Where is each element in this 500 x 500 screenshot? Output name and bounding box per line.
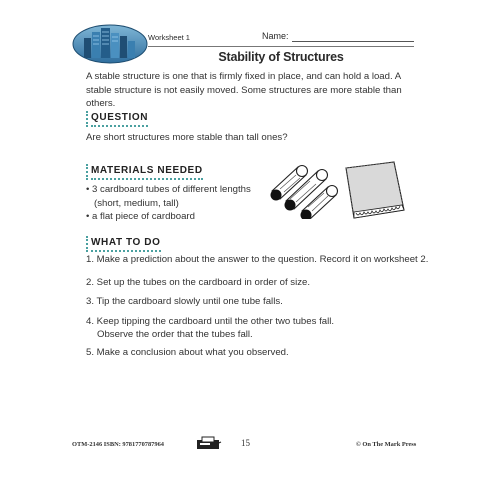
step-item: 1. Make a prediction about the answer to the question. Record it on worksheet 2. bbox=[86, 254, 429, 265]
page-title: Stability of Structures bbox=[218, 50, 344, 64]
step-item: 3. Tip the cardboard slowly until one tube falls. bbox=[86, 296, 283, 307]
step-item: 5. Make a conclusion about what you observed. bbox=[86, 347, 289, 358]
publisher-credit: © On The Mark Press bbox=[356, 441, 417, 448]
list-item: • 3 cardboard tubes of different lengths bbox=[86, 184, 251, 195]
step-item: 2. Set up the tubes on the cardboard in order of size. bbox=[86, 277, 310, 288]
question-text: Are short structures more stable than tall ones? bbox=[86, 132, 288, 143]
intro-paragraph: A stable structure is one that is firmly fixed in place, and can hold a load. A stable structure is not easily moved. Some structures are more stable than others. bbox=[86, 71, 402, 109]
materials-list bbox=[86, 183, 256, 224]
question-heading bbox=[86, 111, 151, 127]
what-to-do-heading bbox=[86, 236, 164, 252]
materials-heading bbox=[86, 164, 206, 180]
heading-dotted-rule bbox=[91, 178, 203, 180]
list-item: • a flat piece of cardboard bbox=[86, 211, 195, 222]
step-line-continuation: Observe the order that the tubes fall. bbox=[97, 328, 253, 340]
list-item-continuation: (short, medium, tall) bbox=[94, 197, 179, 209]
printer-icon bbox=[196, 436, 222, 450]
heading-dotted-rule bbox=[91, 125, 148, 127]
header-divider bbox=[148, 46, 414, 47]
question-heading-text: QUESTION bbox=[91, 112, 149, 123]
product-code: OTM-2146 ISBN: 9781770787964 bbox=[72, 441, 164, 448]
what-to-do-heading-text: WHAT TO DO bbox=[91, 237, 161, 248]
cardboard-tubes-illustration bbox=[262, 161, 344, 219]
city-skyline-logo bbox=[72, 24, 148, 64]
step-line: 4. Keep tipping the cardboard until the other two tubes fall. bbox=[86, 316, 334, 327]
cardboard-sheet-illustration bbox=[340, 160, 408, 220]
step-item bbox=[86, 316, 334, 341]
materials-heading-text: MATERIALS NEEDED bbox=[91, 165, 203, 176]
name-write-line bbox=[292, 41, 414, 42]
name-label: Name: bbox=[262, 31, 289, 41]
heading-dotted-rule bbox=[91, 250, 161, 252]
page-number: 15 bbox=[241, 438, 250, 448]
worksheet-label: Worksheet 1 bbox=[148, 33, 190, 42]
